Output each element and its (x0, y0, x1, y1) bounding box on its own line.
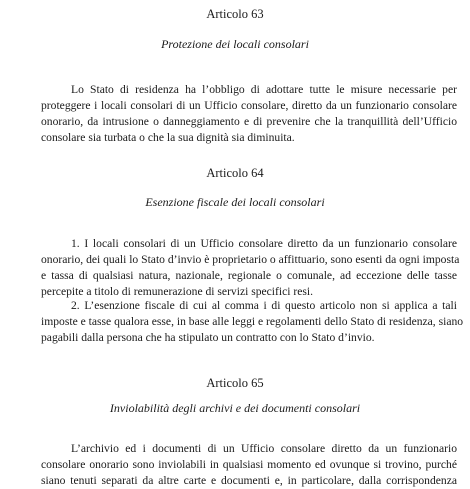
article-64-paragraph-1 (11, 236, 460, 300)
text-line: onorario, dei quali lo Stato d’invio è proprietario o affittuario, sono esenti da ogni imposta (41, 253, 460, 266)
article-65-paragraph-1 (11, 441, 457, 489)
article-63-subtitle: Protezione dei locali consolari (161, 37, 309, 51)
text-line: L’archivio ed i documenti di un Ufficio consolare diretto da un funzionario (71, 442, 457, 455)
article-63-paragraph-1 (11, 82, 457, 146)
article-63-title: Articolo 63 (206, 7, 264, 21)
text-line: Lo Stato di residenza ha l’obbligo di adottare tutte le misure necessarie per (71, 83, 457, 96)
text-line: e tassa di qualsiasi natura, nazionale, regionale o comunale, ad eccezione delle tasse (41, 269, 457, 282)
text-line: percepite a titolo di remunerazione di servizi specifici resi. (41, 285, 314, 298)
text-line: onorario, da intrusione o danneggiamento e di prevenire che la tranquillità dell’Ufficio (41, 115, 457, 128)
article-64-title: Articolo 64 (206, 166, 264, 180)
article-64-subtitle: Esenzione fiscale dei locali consolari (145, 195, 325, 209)
text-line: consolare sia turbata o che la sua dignità sia diminuita. (41, 131, 295, 144)
article-65-title: Articolo 65 (206, 376, 264, 390)
text-line: siano tenuti separati da altre carte e documenti e, in particolare, dalla corrispondenza (41, 474, 457, 487)
text-line: 2. L’esenzione fiscale di cui al comma i di questo articolo non si applica a tali (71, 299, 457, 312)
text-line: 1. I locali consolari di un Ufficio consolare diretto da un funzionario consolare (71, 237, 457, 250)
text-line: consolare onorario sono inviolabili in qualsiasi momento ed ovunque si trovino, purché (41, 458, 457, 471)
text-line: imposte e tasse qualora esse, in base alle leggi e regolamenti dello Stato di residenza, siano (41, 315, 464, 328)
text-line: pagabili dalla persona che ha stipulato un contratto con lo Stato d’invio. (41, 331, 375, 344)
article-64-paragraph-2 (11, 298, 464, 346)
text-line: proteggere i locali consolari di un Ufficio consolare, diretto da un funzionario consolare (41, 99, 457, 112)
article-65-subtitle: Inviolabilità degli archivi e dei documenti consolari (109, 401, 361, 415)
